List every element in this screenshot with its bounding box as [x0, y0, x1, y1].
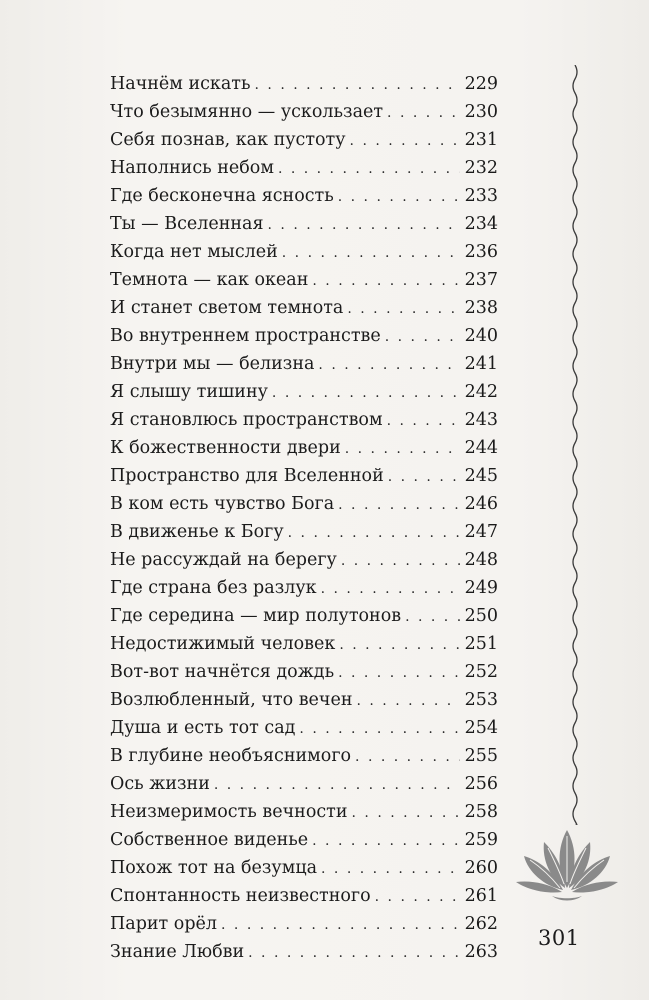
toc-dot-leader — [321, 575, 460, 603]
toc-entry-page: 255 — [464, 746, 498, 766]
toc-entry-title: К божественности двери — [110, 438, 341, 458]
toc-entry-page: 250 — [464, 606, 498, 626]
toc-dot-leader — [375, 883, 460, 911]
toc-entry-title: Себя познав, как пустоту — [110, 130, 346, 150]
toc-entry-title: Недостижимый человек — [110, 634, 336, 654]
toc-entry-title: Парит орёл — [110, 914, 218, 934]
toc-entry-page: 259 — [464, 830, 498, 850]
toc-dot-leader — [321, 855, 460, 883]
toc-entry-page: 258 — [464, 802, 498, 822]
toc-entry-title: Начнём искать — [110, 74, 251, 94]
toc-entry — [110, 490, 498, 518]
toc-entry-page: 247 — [464, 522, 498, 542]
toc-entry — [110, 378, 498, 406]
toc-entry-title: Похож тот на безумца — [110, 858, 318, 878]
toc-entry — [110, 154, 498, 182]
toc-entry — [110, 630, 498, 658]
toc-entry-page: 248 — [464, 550, 498, 570]
toc-dot-leader — [352, 799, 460, 827]
toc-entry — [110, 714, 498, 742]
toc-entry-page: 236 — [464, 242, 498, 262]
toc-dot-leader — [312, 827, 460, 855]
toc-entry-page: 260 — [464, 858, 498, 878]
toc-entry — [110, 70, 498, 98]
toc-entry — [110, 686, 498, 714]
toc-entry-title: Где середина — мир полутонов — [110, 606, 402, 626]
table-of-contents — [110, 70, 498, 966]
toc-entry — [110, 98, 498, 126]
toc-entry-title: Что безымянно — ускользает — [110, 102, 384, 122]
toc-entry-page: 263 — [464, 942, 498, 962]
toc-dot-leader — [318, 351, 460, 379]
toc-entry — [110, 350, 498, 378]
toc-entry-title: Ты — Вселенная — [110, 214, 264, 234]
toc-entry-title: Знание Любви — [110, 942, 245, 962]
toc-entry — [110, 266, 498, 294]
toc-entry-page: 261 — [464, 886, 498, 906]
toc-dot-leader — [387, 407, 460, 435]
toc-entry-page: 253 — [464, 690, 498, 710]
toc-entry — [110, 462, 498, 490]
toc-entry — [110, 406, 498, 434]
toc-entry-page: 229 — [464, 74, 498, 94]
toc-entry-page: 256 — [464, 774, 498, 794]
toc-entry — [110, 210, 498, 238]
toc-entry-page: 231 — [464, 130, 498, 150]
toc-dot-leader — [388, 463, 460, 491]
toc-dot-leader — [278, 155, 460, 183]
toc-entry — [110, 182, 498, 210]
toc-entry-page: 262 — [464, 914, 498, 934]
toc-entry-page: 244 — [464, 438, 498, 458]
toc-entry-title: Возлюбленный, что вечен — [110, 690, 353, 710]
toc-entry-page: 240 — [464, 326, 498, 346]
toc-dot-leader — [312, 267, 460, 295]
toc-dot-leader — [338, 491, 460, 519]
toc-entry — [110, 294, 498, 322]
toc-dot-leader — [357, 687, 461, 715]
toc-entry-title: Не рассуждай на берегу — [110, 550, 337, 570]
toc-entry — [110, 574, 498, 602]
wavy-line-icon — [563, 65, 587, 825]
toc-entry-title: В движенье к Богу — [110, 522, 284, 542]
toc-dot-leader — [338, 183, 460, 211]
toc-dot-leader — [385, 323, 460, 351]
toc-entry-title: Когда нет мыслей — [110, 242, 278, 262]
toc-entry — [110, 770, 498, 798]
toc-dot-leader — [387, 99, 460, 127]
toc-entry-page: 233 — [464, 186, 498, 206]
toc-dot-leader — [347, 295, 460, 323]
toc-entry-page: 241 — [464, 354, 498, 374]
toc-entry-title: Во внутреннем пространстве — [110, 326, 381, 346]
toc-entry — [110, 910, 498, 938]
toc-entry — [110, 518, 498, 546]
toc-entry — [110, 798, 498, 826]
toc-entry-title: Я слышу тишину — [110, 382, 268, 402]
toc-dot-leader — [214, 771, 460, 799]
toc-dot-leader — [255, 71, 460, 99]
toc-entry-page: 249 — [464, 578, 498, 598]
toc-dot-leader — [221, 911, 460, 939]
toc-entry — [110, 434, 498, 462]
toc-dot-leader — [338, 659, 460, 687]
toc-entry-page: 232 — [464, 158, 498, 178]
toc-entry-title: В глубине необъяснимого — [110, 746, 352, 766]
toc-entry — [110, 322, 498, 350]
toc-dot-leader — [350, 127, 460, 155]
toc-entry-title: Собственное виденье — [110, 830, 309, 850]
toc-entry-page: 251 — [464, 634, 498, 654]
toc-entry-title: Наполнись небом — [110, 158, 274, 178]
toc-entry-title: Душа и есть тот сад — [110, 718, 296, 738]
toc-entry — [110, 238, 498, 266]
toc-entry-page: 254 — [464, 718, 498, 738]
toc-entry — [110, 826, 498, 854]
toc-entry — [110, 602, 498, 630]
toc-entry-page: 243 — [464, 410, 498, 430]
toc-dot-leader — [405, 603, 460, 631]
toc-entry — [110, 126, 498, 154]
toc-entry-page: 245 — [464, 466, 498, 486]
toc-entry-page: 242 — [464, 382, 498, 402]
toc-entry-title: Я становлюсь пространством — [110, 410, 383, 430]
toc-entry — [110, 742, 498, 770]
toc-entry-title: Спонтанность неизвестного — [110, 886, 371, 906]
toc-dot-leader — [339, 631, 460, 659]
toc-entry-title: Пространство для Вселенной — [110, 466, 384, 486]
toc-entry-page: 237 — [464, 270, 498, 290]
page-number: 301 — [538, 926, 580, 950]
toc-entry-page: 252 — [464, 662, 498, 682]
toc-entry-page: 238 — [464, 298, 498, 318]
toc-dot-leader — [341, 547, 460, 575]
toc-dot-leader — [288, 519, 460, 547]
toc-dot-leader — [345, 435, 460, 463]
toc-dot-leader — [268, 211, 460, 239]
toc-entry-title: Внутри мы — белизна — [110, 354, 315, 374]
toc-entry-title: Темнота — как океан — [110, 270, 309, 290]
toc-entry — [110, 854, 498, 882]
lotus-icon — [512, 820, 622, 910]
toc-entry-title: В ком есть чувство Бога — [110, 494, 335, 514]
toc-entry-page: 234 — [464, 214, 498, 234]
toc-entry-title: Вот-вот начнётся дождь — [110, 662, 335, 682]
toc-dot-leader — [299, 715, 460, 743]
toc-entry — [110, 882, 498, 910]
toc-entry — [110, 546, 498, 574]
toc-entry — [110, 938, 498, 966]
toc-entry-title: Неизмеримость вечности — [110, 802, 348, 822]
toc-entry — [110, 658, 498, 686]
toc-entry-page: 246 — [464, 494, 498, 514]
toc-dot-leader — [282, 239, 460, 267]
toc-dot-leader — [248, 939, 460, 967]
toc-dot-leader — [355, 743, 460, 771]
toc-entry-title: Где страна без разлук — [110, 578, 317, 598]
toc-entry-title: Где бесконечна ясность — [110, 186, 334, 206]
toc-dot-leader — [272, 379, 460, 407]
toc-entry-title: Ось жизни — [110, 774, 210, 794]
toc-entry-title: И станет светом темнота — [110, 298, 344, 318]
toc-entry-page: 230 — [464, 102, 498, 122]
